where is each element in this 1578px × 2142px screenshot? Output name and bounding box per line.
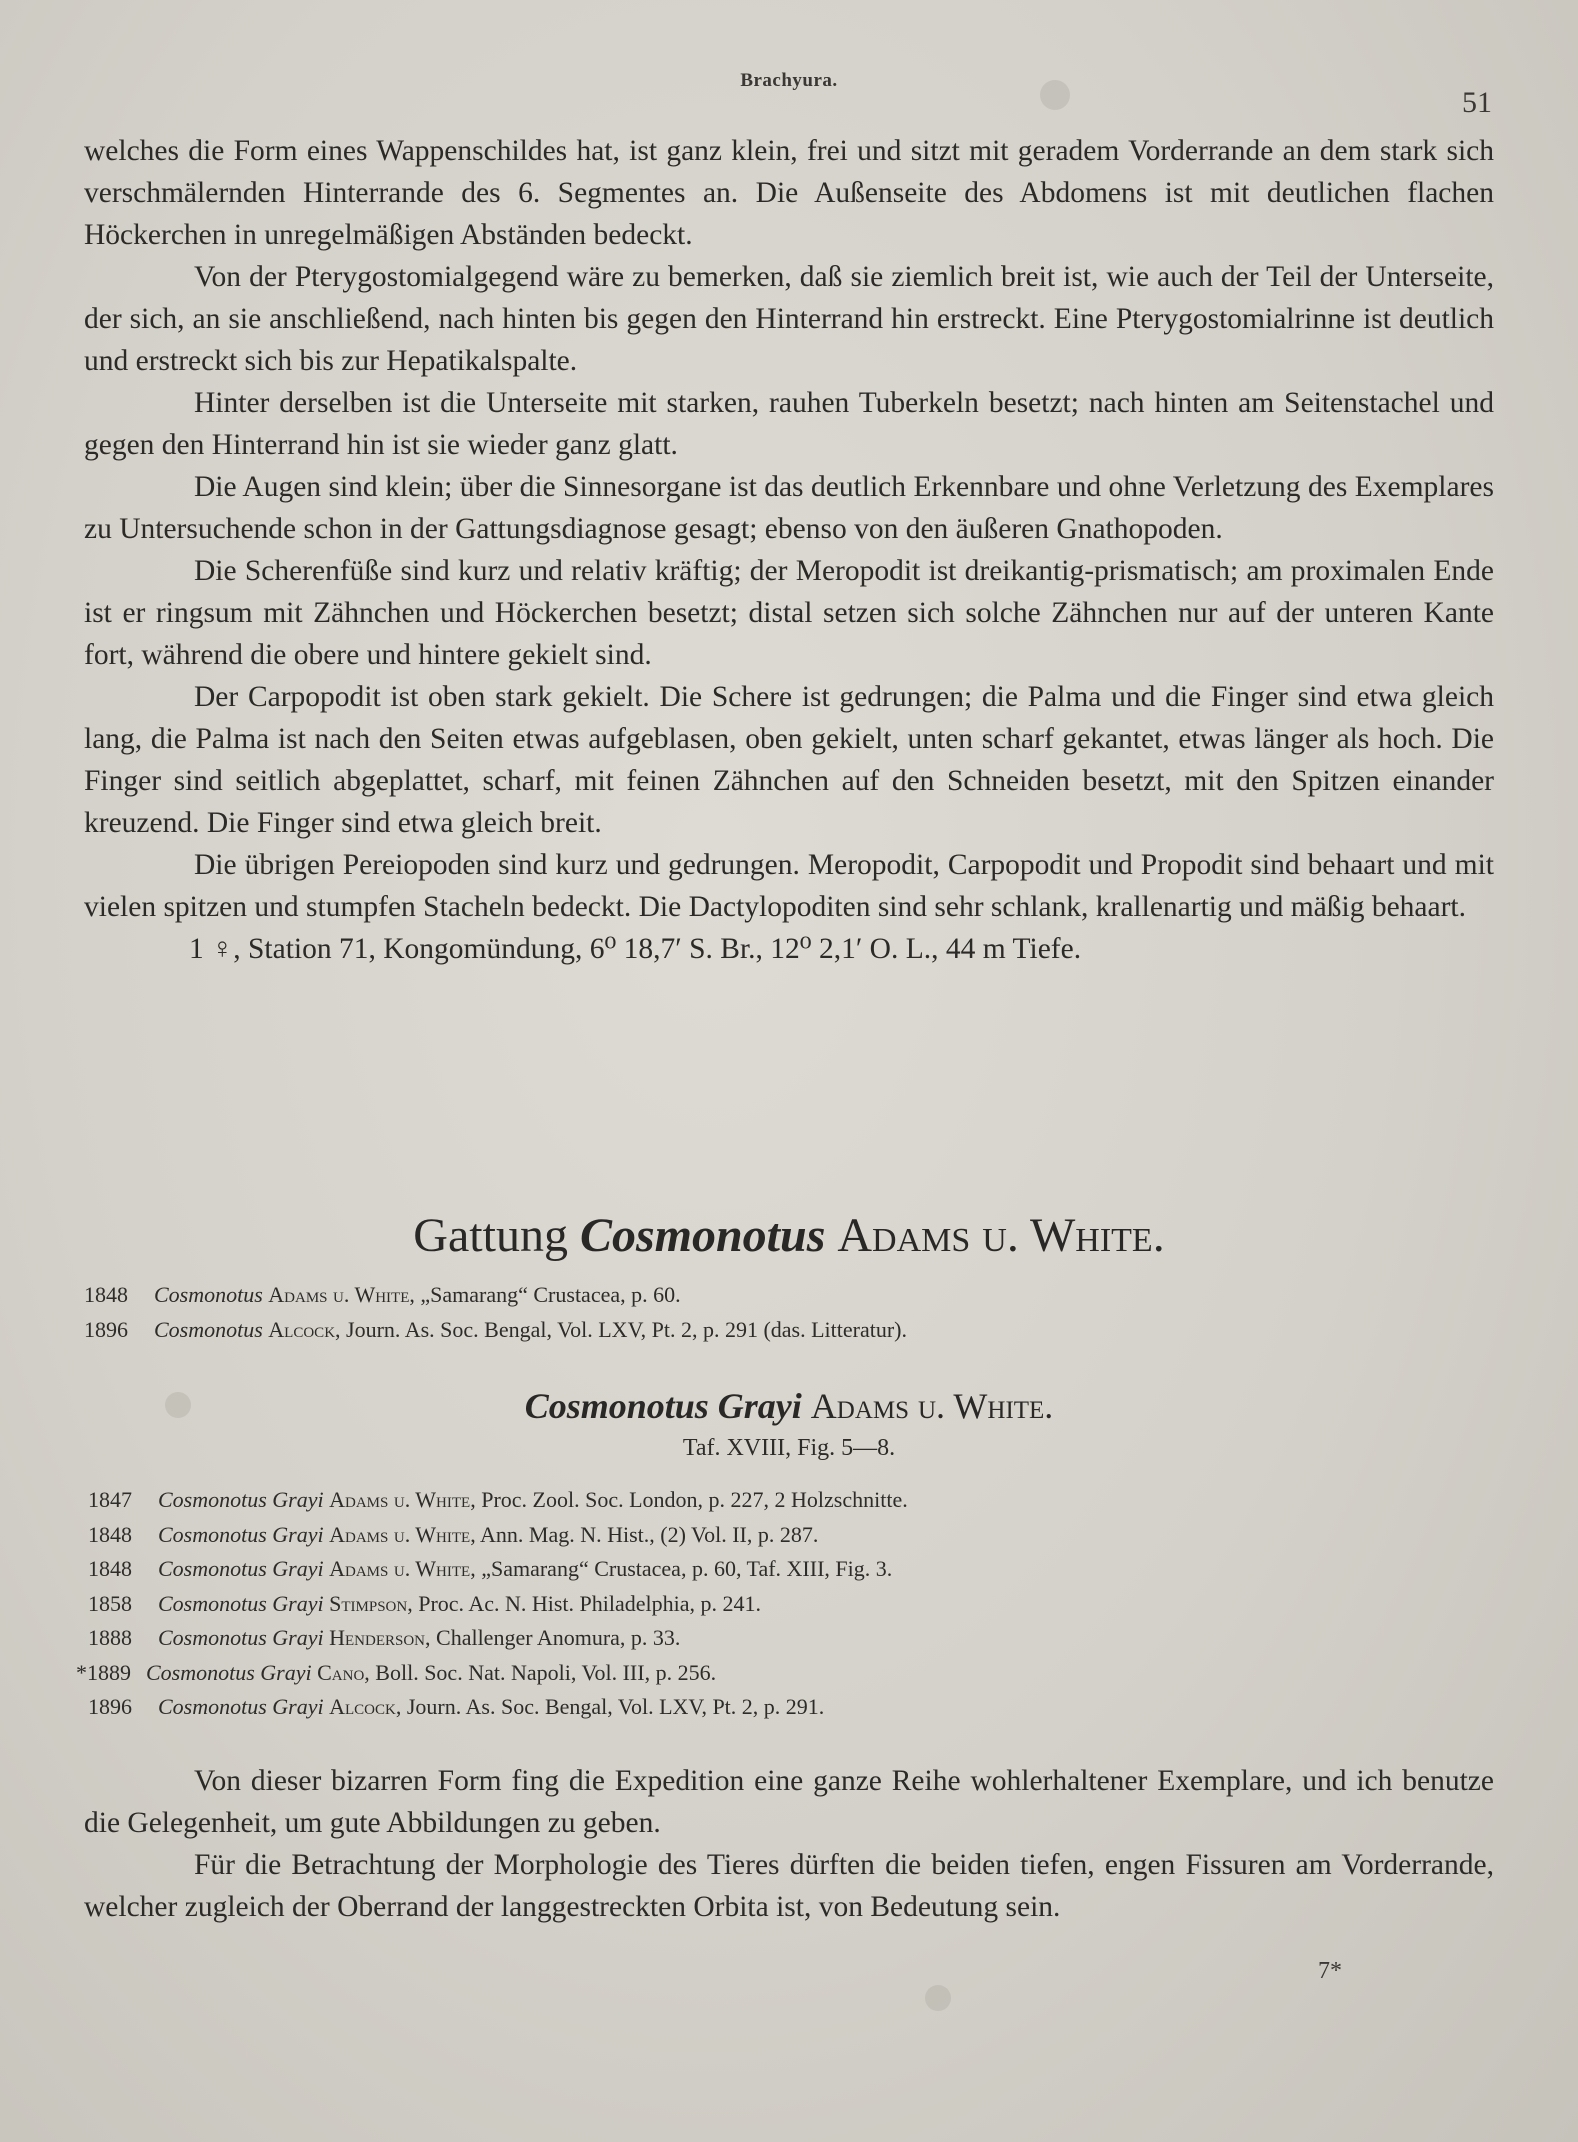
genus-heading-prefix: Gattung [413,1209,568,1262]
reference-line [88,1483,1508,1518]
page-smudge [925,1985,951,2011]
ref-author: Adams u. White [329,1521,471,1547]
ref-year: 1848 [84,1282,128,1307]
ref-citation: , Journ. As. Soc. Bengal, Vol. LXV, Pt. 2, p. 291. [395,1694,825,1719]
ref-citation: , „Samarang“ Crustacea, p. 60. [409,1282,681,1307]
running-head: Brachyura. [740,70,838,91]
ref-author: Adams u. White [329,1556,471,1581]
species-heading [0,1385,1578,1427]
ref-year: 1847 [88,1487,132,1512]
paragraph: Von dieser bizarren Form fing die Expedition eine ganze Reihe wohlerhaltener Exemplare, und ich benutze die Gelegenheit, um gute Abbildungen zu geben. [84,1765,1494,1839]
signature-mark: 7* [1318,1958,1342,1984]
body-text-bottom [84,1760,1494,1928]
reference-line [88,1587,1508,1622]
paragraph: Die Scherenfüße sind kurz und relativ kräftig; der Meropodit ist dreikantig-prismatisch; am proximalen Ende ist er ringsum mit Zähnchen und Höckerchen besetzt; distal setzen sich solche Zähnchen nur auf der unteren Kante fort, während die obere und hintere gekielt sind. [84,555,1494,671]
ref-author: Stimpson [329,1590,408,1616]
ref-citation: , Journ. As. Soc. Bengal, Vol. LXV, Pt. 2, p. 291 (das. Litteratur). [335,1317,908,1342]
reference-line [88,1518,1508,1553]
ref-name: Cosmonotus Grayi [158,1625,324,1650]
ref-author: Adams u. White [329,1487,471,1512]
paragraph: Die Augen sind klein; über die Sinnesorgane ist das deutlich Erkennbare und ohne Verletzung des Exemplares zu Untersuchende schon in der Gattungsdiagnose gesagt; ebenso von den äußeren Gnathopoden. [84,471,1494,545]
reference-line [84,1312,1484,1347]
paragraph: Von der Pterygostomialgegend wäre zu bemerken, daß sie ziemlich breit ist, wie auch der Teil der Unterseite, der sich, an sie anschließend, nach hinten bis gegen den Hinterrand hin erstreckt. Eine Pterygostomialrinne ist deutlich und erstreckt sich bis zur Hepatikalspalte. [84,261,1494,377]
ref-citation: , Proc. Ac. N. Hist. Philadelphia, p. 241. [407,1590,762,1616]
ref-citation: , Challenger Anomura, p. 33. [425,1625,681,1650]
reference-line [84,1277,1484,1312]
ref-name: Cosmonotus [154,1282,263,1307]
ref-year: 1848 [88,1556,132,1581]
ref-year: 1896 [88,1694,132,1719]
ref-name: Cosmonotus [154,1317,263,1342]
paragraph: Hinter derselben ist die Unterseite mit starken, rauhen Tuberkeln besetzt; nach hinten am Seitenstachel und gegen den Hinterrand hin ist sie wieder ganz glatt. [84,387,1494,461]
paragraph: Für die Betrachtung der Morphologie des Tieres dürften die beiden tiefen, engen Fissuren am Vorderrande, welcher zugleich der Oberrand der langgestreckten Orbita ist, von Bedeutung sein. [84,1849,1494,1923]
paragraph: welches die Form eines Wappenschildes hat, ist ganz klein, frei und sitzt mit geradem Vorderrande an dem stark sich verschmälernden Hinterrande des 6. Segmentes an. Die Außenseite des Abdomens ist mit deutlichen flachen Höckerchen in unregelmäßigen Abständen bedeckt. [84,135,1494,251]
page-number: 51 [1462,86,1492,119]
ref-author: Alcock [268,1317,336,1342]
genus-references [84,1277,1484,1347]
species-heading-author: Adams u. White. [810,1386,1054,1426]
ref-citation: , Proc. Zool. Soc. London, p. 227, 2 Holzschnitte. [470,1487,908,1512]
ref-citation: , Boll. Soc. Nat. Napoli, Vol. III, p. 256. [364,1659,717,1685]
ref-name: Cosmonotus Grayi [146,1659,312,1685]
ref-name: Cosmonotus Grayi [158,1694,324,1719]
genus-heading-name: Cosmonotus [579,1209,826,1262]
plate-reference: Taf. XVIII, Fig. 5—8. [682,1435,896,1461]
ref-citation: , Ann. Mag. N. Hist., (2) Vol. II, p. 287. [470,1521,819,1547]
ref-name: Cosmonotus Grayi [158,1590,324,1616]
ref-author: Alcock [329,1694,396,1719]
ref-name: Cosmonotus Grayi [158,1487,324,1512]
ref-name: Cosmonotus Grayi [158,1556,324,1581]
ref-author: Henderson [329,1625,426,1650]
ref-citation: , „Samarang“ Crustacea, p. 60, Taf. XIII, Fig. 3. [470,1556,893,1581]
reference-line [88,1552,1508,1587]
reference-line [88,1690,1508,1725]
ref-year: 1848 [88,1521,132,1547]
paragraph: Die übrigen Pereiopoden sind kurz und gedrungen. Meropodit, Carpopodit und Propodit sind behaart und mit vielen spitzen und stumpfen Stacheln bedeckt. Die Dactylopoditen sind sehr schlank, krallenartig und mäßig behaart. [84,849,1494,923]
ref-year: 1888 [88,1625,132,1650]
ref-year: *1889 [76,1659,131,1685]
ref-name: Cosmonotus Grayi [158,1521,324,1547]
paragraph: Der Carpopodit ist oben stark gekielt. Die Schere ist gedrungen; die Palma und die Finger sind etwa gleich lang, die Palma ist nach den Seiten etwas aufgeblasen, oben gekielt, unten scharf gekantet, etwas länger als hoch. Die Finger sind seitlich abgeplattet, scharf, mit feinen Zähnchen auf den Schneiden besetzt, mit den Spitzen einander kreuzend. Die Finger sind etwa gleich breit. [84,681,1494,839]
ref-year: 1858 [88,1590,132,1616]
reference-line [88,1621,1508,1656]
genus-heading-author: Adams u. White. [837,1209,1165,1262]
body-text-top [84,130,1494,970]
reference-line [76,1656,1508,1691]
station-line: 1 ♀, Station 71, Kongomündung, 6⁰ 18,7′ S. Br., 12⁰ 2,1′ O. L., 44 m Tiefe. [189,933,1082,965]
species-references [76,1483,1508,1725]
ref-year: 1896 [84,1317,128,1342]
genus-heading [0,1208,1578,1263]
ref-author: Adams u. White [268,1282,410,1307]
ref-author: Cano [317,1659,365,1685]
species-heading-name: Cosmonotus Grayi [524,1386,802,1426]
